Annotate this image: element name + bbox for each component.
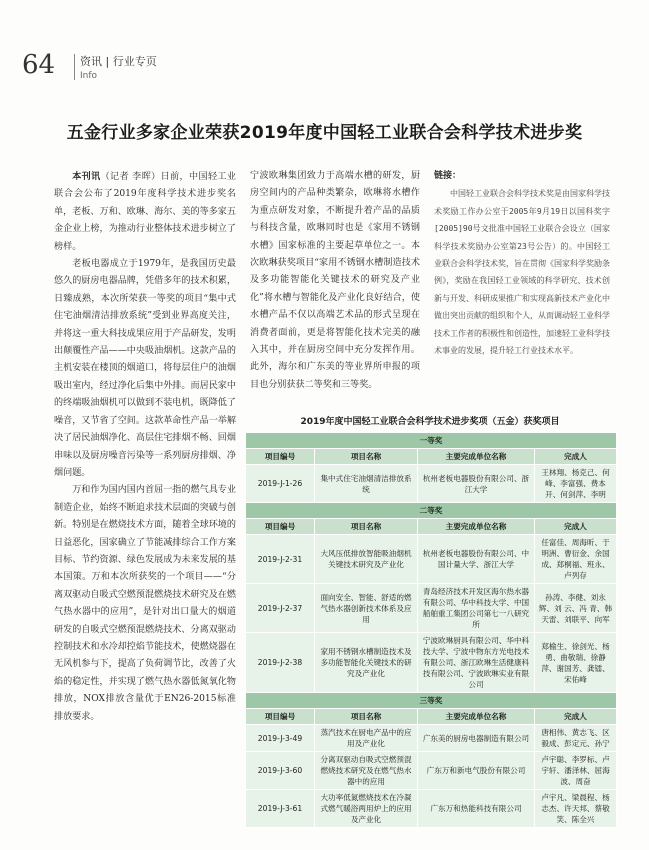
cell-people: 卢宇聪、李罗标、卢宇轩、潘泽林、屈海波、周奋: [535, 752, 617, 790]
col-header: 项目编号: [246, 519, 315, 535]
table-title: 2019年度中国轻工业联合会科学技术进步奖项（五金）获奖项目: [300, 417, 560, 427]
cell-people: 卢宇凡、梁晨程、杨志杰、许天邦、蔡敬笑、陈全兴: [535, 790, 617, 828]
col-header: 完成人: [535, 709, 617, 725]
table-row: [246, 633, 617, 693]
col-header: 主要完成单位名称: [418, 519, 535, 535]
cell-people: 郑榆生、徐剑光、杨勇、曲敬瑞、徐静萍、谢国芳、龚镭、宋佑峰: [535, 633, 617, 693]
col-header: 完成人: [535, 449, 617, 465]
cell-people: 王林翔、杨克己、何峰、李富强、费本开、何剑萍、李明: [535, 465, 617, 503]
cell-id: 2019-J-3-60: [246, 752, 315, 790]
header-divider: [74, 54, 75, 80]
table-header-row: [246, 519, 617, 535]
cell-id: 2019-J-2-38: [246, 633, 315, 693]
article-column-2: [250, 168, 420, 394]
paragraph: 万和作为国内国内首屈一指的燃气具专业制造企业，始终不断追求技术层面的突破与创新。特别是在燃烧技术方面，随着全球环境的日益恶化，国家确立了节能减排综合工作方案目标、节约资源、绿色发展成为未来发展的基本国策。万和本次所获奖的一个项目——“分离双驱动自吸式空燃预混燃烧技术研究及在燃气热水器中的应用”，是针对出口量大的烟道研发的自吸式空燃预混燃烧技术、分离双驱动控制技术和水冷却控焰节能技术，使燃烧器在无风机参与下，提高了负荷调节比，改善了火焰的稳定性，并实现了燃气热水器低氮氧化物排放，NOX排放含量优于EN26-2015标准排放要求。: [54, 485, 236, 722]
cell-project: 大功率低氮燃烧技术在冷凝式燃气暖浴两用炉上的应用及产业化: [315, 790, 418, 828]
cell-project: 集中式住宅油烟清洁排放系统: [315, 465, 418, 503]
cell-id: 2019-J-2-31: [246, 535, 315, 584]
section-label: 一等奖: [246, 433, 617, 449]
section-row-first: [246, 433, 617, 449]
awards-table: [245, 432, 617, 828]
section-label: 资讯: [80, 55, 102, 68]
link-sidebar: [434, 168, 610, 359]
cell-org: 广东美的厨房电器制造有限公司: [418, 725, 535, 752]
table-row: [246, 535, 617, 584]
page-number: 64: [22, 50, 56, 80]
byline: 本刊讯: [72, 171, 101, 182]
table-row: [246, 790, 617, 828]
section-label-en: Info: [80, 71, 98, 81]
cell-project: 大风压低排放智能吸油烟机关键技术研究及产业化: [315, 535, 418, 584]
cell-project: 家用不锈钢水槽制造技术及多功能智能化关键技术的研究及产业化: [315, 633, 418, 693]
table-header-row: [246, 709, 617, 725]
link-text: 中国轻工业联合会科学技术奖是由国家科学技术奖励工作办公室于2005年9月19日以国科奖字[2005]90号文批准中国轻工业联合会设立（国家科学技术奖励办公室第23号公告）的。中国轻工业联合会科学技术奖，旨在贯彻《国家科学奖励条例》，奖励在我国轻工业领域的科学研究、技术创新与开发、科研成果推广和实现高新技术产业化中做出突出贡献的组织和个人，从而调动轻工业科学技术工作者的积极性和创造性，加速轻工业科学技术事业的发展，提升轻工行业技术水平。: [434, 189, 610, 356]
cell-id: 2019-J-3-49: [246, 725, 315, 752]
cell-org: 杭州老板电器股份有限公司、中国计量大学、浙江大学: [418, 535, 535, 584]
section-label: 二等奖: [246, 503, 617, 519]
table-row: [246, 465, 617, 503]
cell-project: 分离双驱动自吸式空燃预混燃烧技术研究及在燃气热水器中的应用: [315, 752, 418, 790]
link-heading: 链接：: [434, 171, 462, 181]
section-sublabel: 行业专页: [112, 55, 157, 68]
article-title: 五金行业多家企业荣获2019年度中国轻工业联合会科学技术进步奖: [66, 123, 583, 143]
table-row: [246, 752, 617, 790]
col-header: 项目名称: [315, 449, 418, 465]
col-header: 主要完成单位名称: [418, 449, 535, 465]
col-header: 主要完成单位名称: [418, 709, 535, 725]
header-separator: |: [105, 55, 113, 68]
cell-org: 杭州老板电器股份有限公司、浙江大学: [418, 465, 535, 503]
section-label: 三等奖: [246, 693, 617, 709]
paragraph: 老板电器成立于1979年，是我国历史最悠久的厨房电器品牌，凭借多年的技术积累，日臻成熟，本次所荣获一等奖的项目“集中式住宅油烟清洁排放系统”受到业界高度关注，并将这一重大科技成果应用于产品研发，发明出颠覆性产品——中央吸油烟机。这款产品的主机安装在楼顶的烟道口，将每层住户的油烟吸出室内，经过净化后集中外排。而居民家中的终端吸油烟机可以做到不装电机，既降低了噪音，又节省了空间。这款革命性产品一举解决了居民油烟净化、高层住宅排烟不畅、回烟串味以及厨房噪音污染等一系列厨房排烟、净烟问题。: [54, 259, 236, 478]
table-row: [246, 584, 617, 633]
paragraph-text: 日前，中国轻工业联合会公布了2019年度科学技术进步奖名单，老板、万和、欧琳、海尔、美的等多家五金企业上榜，为推动行业整体技术进步树立了榜样。: [54, 172, 236, 252]
paragraph: 宁波欧琳集团致力于高端水槽的研发，厨房空间内的产品种类繁杂，欧琳将水槽作为重点研发对象，不断提升着产品的品质与科技含量，欧琳同时也是《家用不锈钢水槽》国家标准的主要起草单位之一。本次欧琳获奖项目“家用不锈钢水槽制造技术及多功能智能化关键技术的研究及产业化”将水槽与智能化及产业化良好结合，使水槽产品不仅以高端艺术品的形式呈现在消费者面前，更是将智能化技术完美的融入其中，并在厨房空间中充分发挥作用。此外，海尔和广东美的等业界所申报的项目也分别获获二等奖和三等奖。: [250, 171, 420, 390]
cell-project: 面向安全、智能、舒适的燃气热水器创新技术体系及应用: [315, 584, 418, 633]
cell-people: 唐相伟、黄志飞、区毅成、彭定元、孙宁: [535, 725, 617, 752]
section-header: [80, 53, 157, 81]
cell-org: 青岛经济技术开发区海尔热水器有限公司、华中科技大学、中国船舶重工集团公司第七一八研究所: [418, 584, 535, 633]
cell-people: 任富佳、周海昕、于明洲、曹衍金、余国成、郑桐福、班永、卢列存: [535, 535, 617, 584]
cell-id: 2019-J-3-61: [246, 790, 315, 828]
col-header: 项目名称: [315, 709, 418, 725]
cell-org: 广东万和新电气股份有限公司: [418, 752, 535, 790]
cell-id: 2019-J-2-37: [246, 584, 315, 633]
section-row-second: [246, 503, 617, 519]
cell-id: 2019-J-1-26: [246, 465, 315, 503]
table-row: [246, 725, 617, 752]
col-header: 完成人: [535, 519, 617, 535]
cell-org: 广东万和热能科技有限公司: [418, 790, 535, 828]
cell-org: 宁波欧琳厨具有限公司、华中科技大学、宁波中物东方光电技术有限公司、浙江欧琳生活健康科技有限公司、宁波欧琳实业有限公司: [418, 633, 535, 693]
cell-people: 孙涛、李健、刘永辉、刘 云、冯 青、韩天雷、刘联平、向军: [535, 584, 617, 633]
col-header: 项目编号: [246, 449, 315, 465]
byline-note: （记者 李晖）: [100, 172, 161, 182]
section-row-third: [246, 693, 617, 709]
col-header: 项目名称: [315, 519, 418, 535]
cell-project: 蒸汽技术在厨电产品中的应用及产业化: [315, 725, 418, 752]
paragraph: [54, 168, 236, 256]
table-header-row: [246, 449, 617, 465]
col-header: 项目编号: [246, 709, 315, 725]
article-column-1: [54, 168, 236, 726]
